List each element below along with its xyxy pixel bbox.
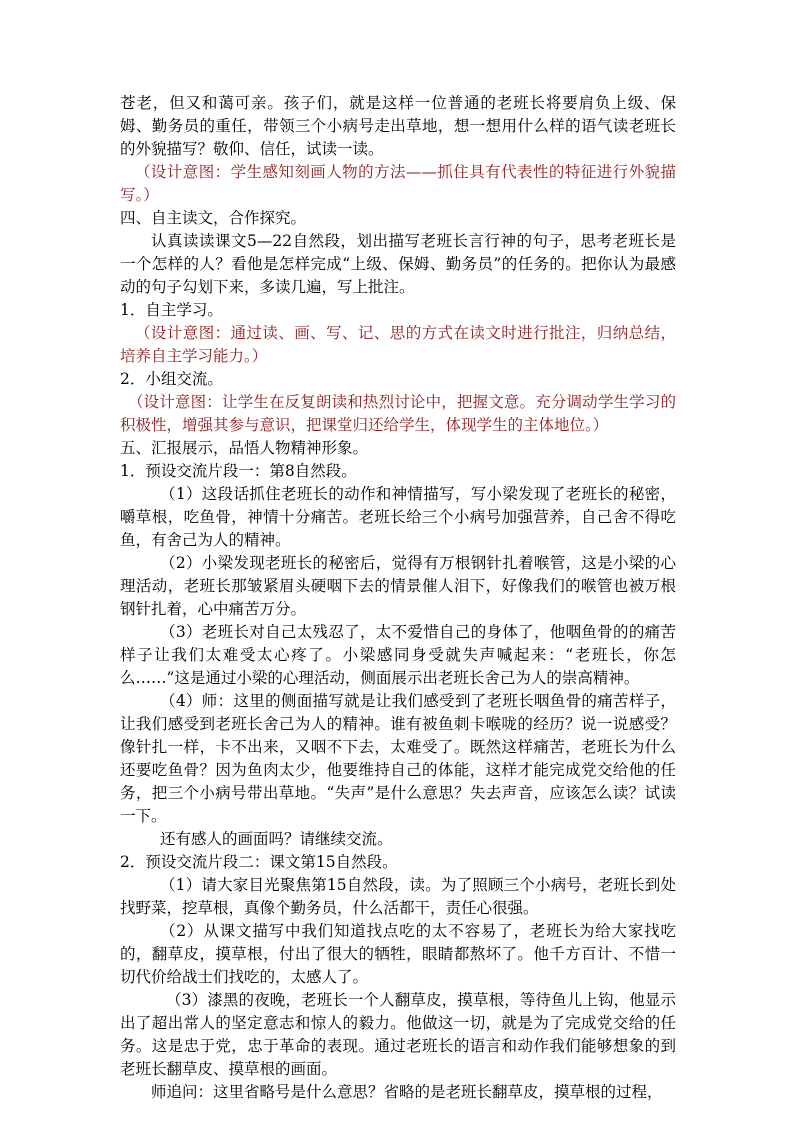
design-intent-note: （设计意图：通过读、画、写、记、思的方式在读文时进行批注，归纳总结，培养自主学习能力。）: [120, 324, 676, 365]
paragraph-reading-task: 认真读读课文5—22自然段，划出描写老班长言行神的句子，思考老班长是一个怎样的人？看他是怎样完成“上级、保姆、勤务员”的任务的。把你认为最感动的句子勾划下来，多读几遍，写上批注。: [120, 232, 676, 296]
preset-excerpt-1-heading: 1．预设交流片段一：第8自然段。: [120, 462, 357, 480]
paragraph-excerpt-1-point-1: （1）这段话抓住老班长的动作和神情描写，写小梁发现了老班长的秘密，嚼草根，吃鱼骨，神情十分痛苦。老班长给三个小病号加强营养，自己舍不得吃鱼，有舍己为人的精神。: [120, 485, 676, 549]
paragraph-excerpt-2-point-2: （2）从课文描写中我们知道找点吃的太不容易了，老班长为给大家找吃的，翻草皮，摸草根，付出了很大的牺牲，眼睛都熬坏了。他千方百计、不惜一切代价给战士们找吃的，太感人了。: [120, 922, 676, 986]
paragraph-appearance-reading: 苍老，但又和蔼可亲。孩子们，就是这样一位普通的老班长将要肩负上级、保姆、勤务员的重任，带领三个小病号走出草地，想一想用什么样的语气读老班长的外貌描写？敬仰、信任，试读一读。: [120, 94, 676, 158]
document-body: [120, 92, 676, 1104]
paragraph-continue-prompt: 还有感人的画面吗？请继续交流。: [160, 830, 393, 848]
paragraph-excerpt-2-point-1: （1）请大家目光聚焦第15自然段，读。为了照顾三个小病号，老班长到处找野菜，挖草根，真像个勤务员，什么活都干，责任心很强。: [120, 876, 676, 917]
paragraph-excerpt-2-point-3: （3）漆黑的夜晚，老班长一个人翻草皮，摸草根，等待鱼儿上钩，他显示出了超出常人的坚定意志和惊人的毅力。他做这一切，就是为了完成党交给的任务。这是忠于党，忠于革命的表现。通过老班长的语言和动作我们能够想象的到老班长翻草皮、摸草根的画面。: [120, 991, 676, 1078]
paragraph-teacher-followup: 师追问：这里省略号是什么意思？省略的是老班长翻草皮，摸草根的过程，: [151, 1083, 663, 1101]
paragraph-excerpt-1-point-3: （3）老班长对自己太残忍了，太不爱惜自己的身体了，他咽鱼骨的的痛苦样子让我们太难受太心疼了。小梁感同身受就失声喊起来：“老班长，你怎么……”这是通过小梁的心理活动，侧面展示出老班长舍己为人的崇高精神。: [120, 623, 676, 687]
preset-excerpt-2-heading: 2．预设交流片段二：课文第15自然段。: [120, 853, 398, 871]
step-group-discussion: 2．小组交流。: [120, 370, 223, 388]
section-heading-5: 五、汇报展示，品悟人物精神形象。: [120, 439, 369, 457]
section-heading-4: 四、自主读文，合作探究。: [120, 209, 307, 227]
paragraph-excerpt-1-point-4: （4）师：这里的侧面描写就是让我们感受到了老班长咽鱼骨的痛苦样子，让我们感受到老班长舍己为人的精神。谁有被鱼刺卡喉咙的经历？说一说感受？像针扎一样，卡不出来，又咽不下去，太难受了。既然这样痛苦，老班长为什么还要吃鱼骨？因为鱼肉太少，他要维持自己的体能，这样才能完成党交给他的任务，把三个小病号带出草地。“失声”是什么意思？失去声音，应该怎么读？试读一下。: [120, 692, 676, 825]
design-intent-note: （设计意图：让学生在反复朗读和热烈讨论中，把握文意。充分调动学生学习的积极性，增强其参与意识，把课堂归还给学生，体现学生的主体地位。）: [120, 393, 676, 434]
step-self-study: 1．自主学习。: [120, 301, 223, 319]
paragraph-excerpt-1-point-2: （2）小梁发现老班长的秘密后，觉得有万根钢针扎着喉管，这是小梁的心理活动，老班长那皱紧眉头硬咽下去的情景催人泪下，好像我们的喉管也被万根钢针扎着，心中痛苦万分。: [120, 554, 676, 618]
design-intent-note: （设计意图：学生感知刻画人物的方法——抓住具有代表性的特征进行外貌描写。）: [120, 163, 676, 204]
